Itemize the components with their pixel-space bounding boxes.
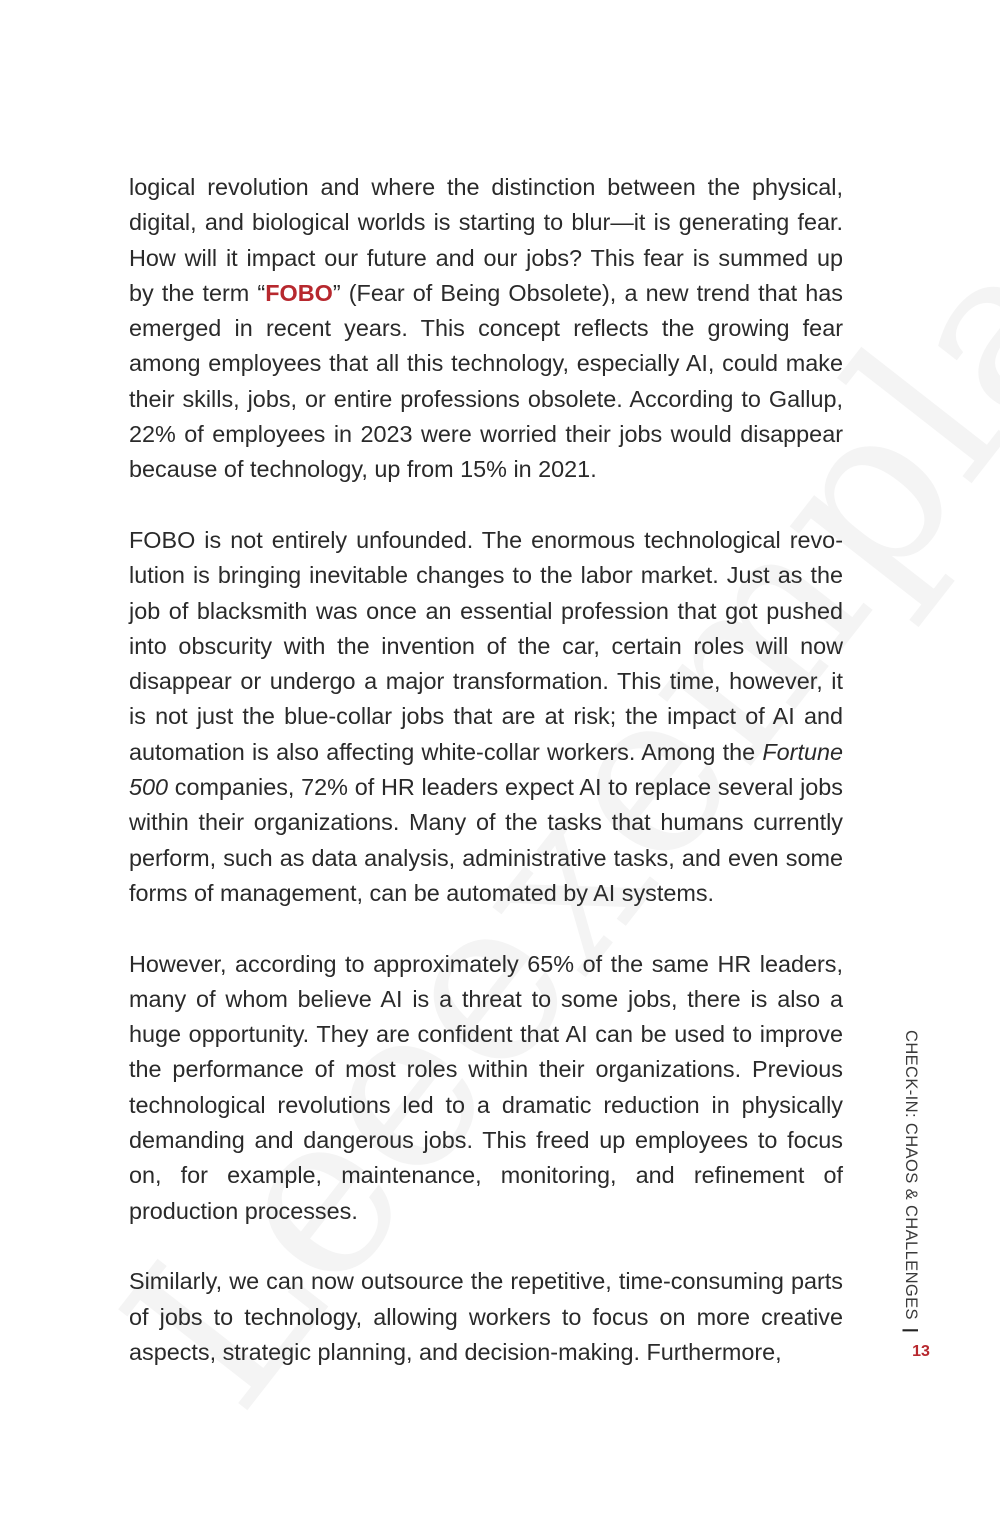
page-number: 13 — [912, 1343, 930, 1360]
paragraph-2-text-b: companies, 72% of HR leaders expect AI to replace several jobs within their organizations. Many of the tasks that humans currently perform, such as data analysis, administrative tasks, and even some forms of management, can be automated by AI systems. — [129, 774, 843, 906]
running-head-separator: | — [902, 1327, 920, 1333]
body-text — [129, 170, 843, 1370]
running-head — [901, 1030, 920, 1333]
paragraph-3-text: However, according to approximately 65% of the same HR leaders, many of whom believe AI is a threat to some jobs, there is also a huge opportunity. They are confident that AI can be used to improve the performance of most roles within their organizations. Previous technological revolutions led to a dramatic reduction in physically demanding and dangerous jobs. This freed up employees to focus on, for example, maintenance, monitoring, and refinement of production processes. — [129, 950, 843, 1224]
paragraph-2 — [129, 523, 843, 911]
paragraph-1 — [129, 170, 843, 488]
paragraph-1-text-b: ” (Fear of Being Obsolete), a new trend that has emerged in recent years. This concept reflects the growing fear among employees that all this technology, especially AI, could make their skills, jobs, or entire professions obsolete. According to Gallup, 22% of employees in 2023 were worried their jobs would disappear because of technology, up from 15% in 2021. — [129, 279, 843, 483]
paragraph-1-text-a: logical revolution and where the distinction between the physical, digital, and biological worlds is starting to blur—it is generating fear. How will it impact our future and our jobs? This fear is summed up by the term “ — [129, 174, 843, 306]
running-head-label: CHECK-IN: CHAOS & CHALLENGES — [902, 1030, 920, 1320]
paragraph-2-text-a: FOBO is not entirely unfounded. The enormous technological revolution is bringing inevitable changes to the labor market. Just as the job of blacksmith was once an essential profession that got pushed into obscurity with the invention of the car, certain roles will now disappear or undergo a major transformation. This time, however, it is not just the blue-collar jobs that are at risk; the impact of AI and automation is also affecting white-collar workers. Among the — [129, 526, 843, 765]
paragraph-4-text: Similarly, we can now outsource the repetitive, time-consuming parts of jobs to technology, allowing workers to focus on more creative aspects, strategic planning, and decision-making. Furthermore, — [129, 1268, 843, 1365]
paragraph-3 — [129, 947, 843, 1229]
fortune-500-italic: Fortune 500 — [129, 738, 843, 801]
paragraph-4 — [129, 1264, 843, 1370]
fobo-highlight: FOBO — [265, 279, 333, 306]
